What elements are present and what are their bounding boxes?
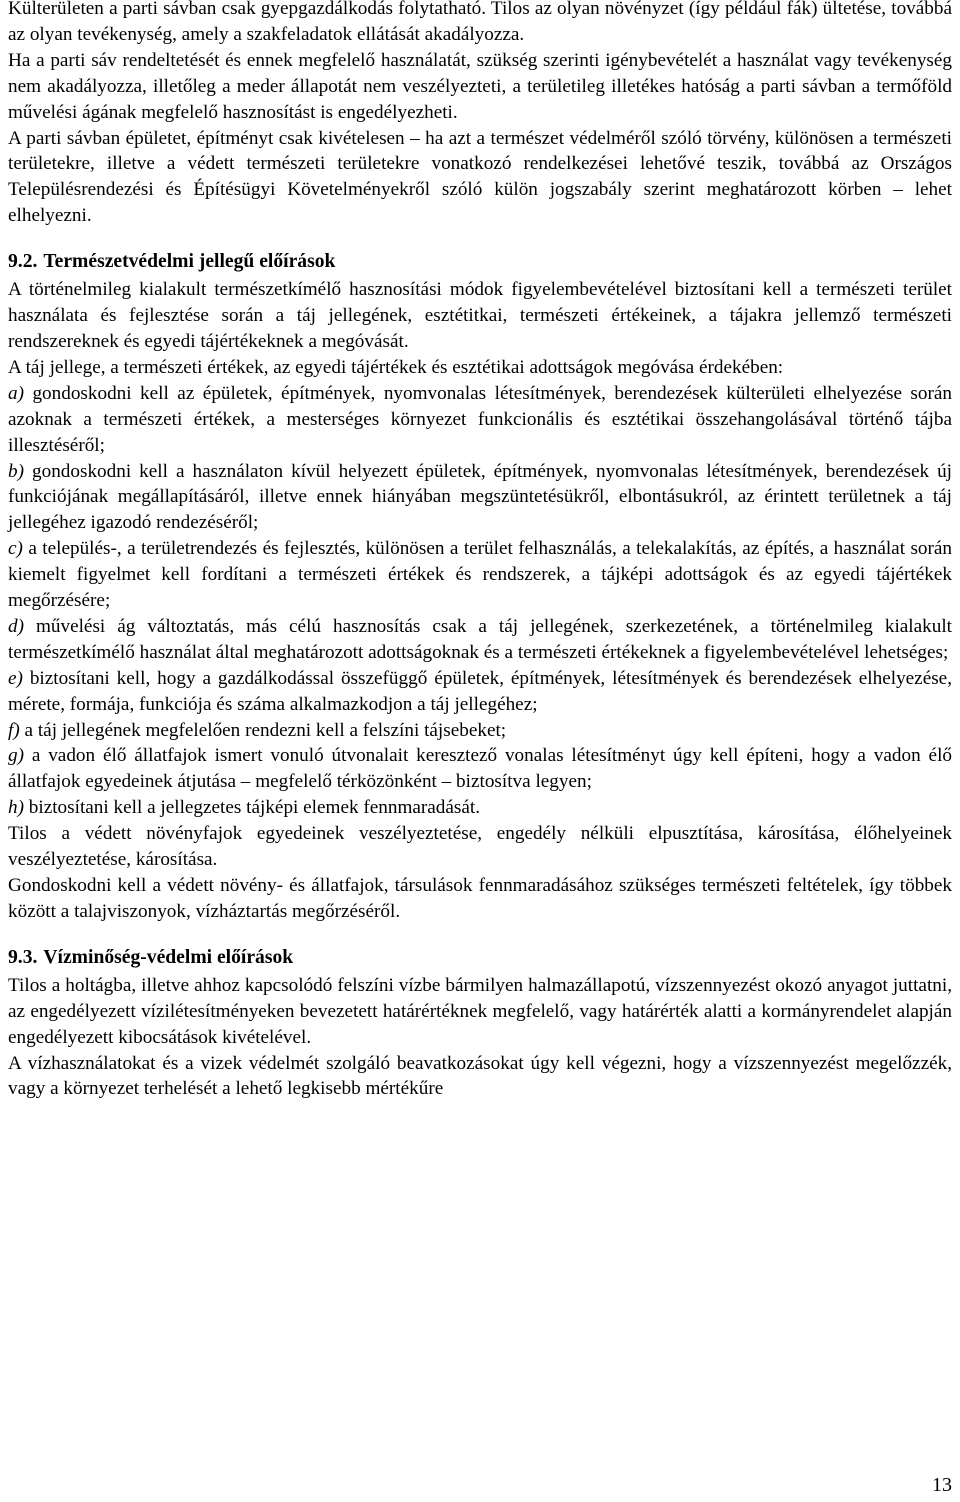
section-heading-nature-protection [8,247,952,277]
list-marker: e) [8,667,23,689]
section-number: 9.3. [8,946,38,968]
paragraph-riparian-buildings: A parti sávban épületet, építményt csak kivételesen – ha azt a természet védelméről szóló törvény, különösen a természeti területekre, illetve a védett természeti területekre vonatkozó rendelkezései lehetővé teszik, továbbá az Országos Településrendezési és Építésügyi Követelményekről szóló külön jogszabály szerint meghatározott körben – lehet elhelyezni. [8,127,952,227]
paragraph-pollution-ban: Tilos a holtágba, illetve ahhoz kapcsolódó felszíni vízbe bármilyen halmazállapotú, vízszennyezést okozó anyagot juttatni, az engedélyezett vízilétesítményeken bevezetett határértéknek megfelelő, vagy határérték alatti a kormányrendelet alapján engedélyezett kibocsátások kivételével. [8,974,952,1048]
list-item-text: a település-, a területrendezés és fejlesztés, különösen a terület felhasználás, a telekalakítás, az építés, a használat során kiemelt figyelmet kell fordítani a természeti értékek és rendszerek, a tájképi adottságok és az egyedi tájértékek megőrzésére; [8,538,953,612]
section-title: Vízminőség-védelmi előírások [43,946,294,968]
list-marker: f) [8,719,20,741]
list-item-text: a táj jellegének megfelelően rendezni kell a felszíni tájsebeket; [24,719,507,741]
document-body [8,0,952,1102]
list-item [8,666,952,718]
paragraph-water-use: A vízhasználatokat és a vizek védelmét szolgáló beavatkozásokat úgy kell végezni, hogy a vízszennyezést megelőzzék, vagy a környezet terhelését a lehető legkisebb mértékűre [8,1052,952,1100]
list-marker: b) [8,460,24,482]
list-item-text: biztosítani kell, hogy a gazdálkodással összefüggő épületek, építmények, létesítmények és berendezések elhelyezése, mérete, formája, funkciója és száma alkalmazkodjon a táj jellegéhez; [8,667,952,715]
paragraph-protected-plants: Tilos a védett növényfajok egyedeinek veszélyeztetése, engedély nélküli elpusztítása, károsítása, élőhelyeinek veszélyeztetése, károsítása. [8,823,952,871]
section-heading-water-quality [8,943,952,973]
list-marker: c) [8,538,23,560]
list-item-text: a vadon élő állatfajok ismert vonuló útvonalait keresztező vonalas létesítményt úgy kell építeni, hogy a vadon élő állatfajok egyedeinek átjutása – megfelelő térközönként – biztosítva legyen; [8,745,952,793]
list-item [8,536,952,614]
list-marker: g) [8,745,24,767]
section-number: 9.2. [8,251,38,273]
page-number: 13 [932,1474,952,1496]
list-item [8,614,952,666]
list-marker: a) [8,382,24,404]
list-item-text: biztosítani kell a jellegzetes tájképi elemek fennmaradását. [28,797,481,819]
list-item [8,743,952,795]
list-marker: d) [8,615,24,637]
list-item-text: gondoskodni kell a használaton kívül helyezett épületek, építmények, nyomvonalas létesítmények, berendezések új funkciójának megállapításáról, illetve ennek hiányában megszüntetésükről, elbontásukról, az érintett területnek a táj jellegéhez igazodó rendezéséről; [8,460,953,534]
list-marker: h) [8,797,24,819]
paragraph-landscape-intro: A táj jellege, a természeti értékek, az egyedi tájértékek és esztétikai adottságok megóvása érdekében: [8,356,784,378]
list-item [8,718,952,744]
paragraph-riparian-grazing: Külterületen a parti sávban csak gyepgazdálkodás folytatható. Tilos az olyan növényzet (így például fák) ültetése, továbbá az olyan tevékenység, amely a szakfeladatok ellátását akadályozza. [8,0,952,45]
list-item-text: gondoskodni kell az épületek, építmények, nyomvonalas létesítmények, berendezések külterületi elhelyezése során azoknak a természeti értékek, a mesterséges környezet funkcionális és esztétikai összehangolásával történő tájba illesztéséről; [8,382,952,456]
list-item-text: művelési ág változtatás, más célú hasznosítás csak a táj jellegének, szerkezetének, a történelmileg kialakult természetkímélő használat által meghatározott adottságoknak és a természeti értékeknek a figyelembevételével lehetséges; [8,615,952,663]
paragraph-landscape-preservation: A történelmileg kialakult természetkímélő hasznosítási módok figyelembevételével biztosítani kell a természeti terület használata és fejlesztése során a táj jellegének, esztétitkai, természeti értékeinek, a tájakra jellemző természeti rendszereknek és egyedi tájértékeknek a megóvását. [8,279,952,352]
list-item [8,381,952,459]
paragraph-protected-species: Gondoskodni kell a védett növény- és állatfajok, társulások fennmaradásához szükséges természeti feltételek, így többek között a talajviszonyok, vízháztartás megőrzéséről. [8,875,952,922]
list-item [8,795,952,821]
paragraph-riparian-use-permit: Ha a parti sáv rendeltetését és ennek megfelelő használatát, szükség szerinti igénybevételét a használat vagy tevékenység nem akadályozza, illetőleg a meder állapotát nem veszélyezteti, a területileg illetékes hatóság a parti sávban a termőföld művelési ágának megfelelő hasznosítást is engedélyezheti. [8,49,952,123]
list-item [8,459,952,537]
section-title: Természetvédelmi jellegű előírások [43,251,336,273]
